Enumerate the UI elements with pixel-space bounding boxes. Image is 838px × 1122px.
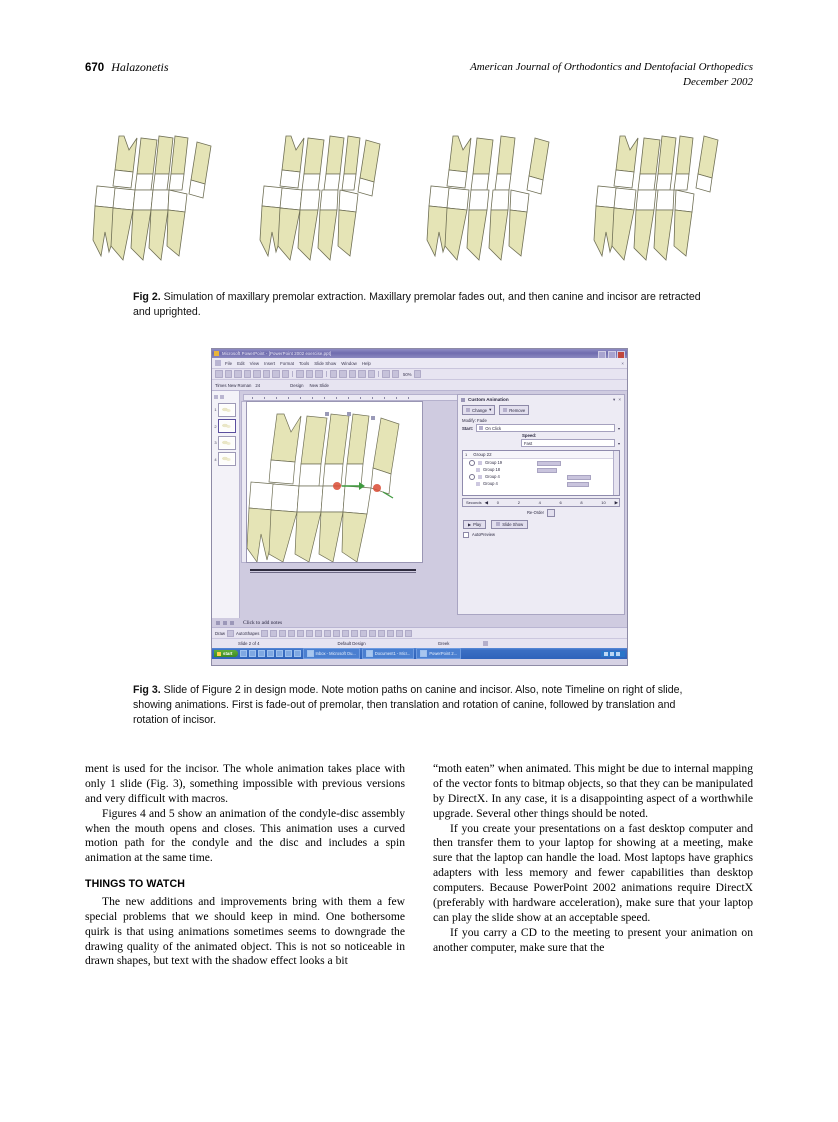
ppt-formatting-toolbar — [212, 380, 627, 391]
toolbar-separator — [326, 371, 327, 377]
autopreview-row[interactable] — [458, 529, 624, 538]
menu-slide-show[interactable]: Slide Show — [314, 360, 337, 366]
task-pane-close-icon[interactable]: × — [618, 396, 621, 402]
slides-tab-icon[interactable] — [220, 395, 224, 399]
start-chevron-down-icon[interactable]: ▾ — [617, 425, 620, 431]
start-button-label: start — [223, 651, 233, 656]
dash-style-icon[interactable] — [378, 630, 385, 637]
fill-color-icon[interactable] — [342, 630, 349, 637]
with-previous-icon — [469, 482, 473, 486]
speed-chevron-down-icon[interactable]: ▾ — [617, 440, 620, 446]
cut-icon[interactable] — [296, 370, 304, 378]
task-pane-chevron-down-icon[interactable]: ▾ — [613, 396, 616, 402]
speed-row — [458, 439, 624, 447]
figure-2-panel — [419, 128, 586, 276]
tray-network-icon[interactable] — [610, 652, 614, 656]
effect-type-icon — [478, 475, 482, 479]
task-pane-header — [458, 395, 624, 404]
menu-insert[interactable]: Insert — [264, 360, 276, 366]
slide-number: 4 — [214, 456, 217, 462]
remove-effect-button[interactable] — [499, 405, 529, 415]
body-text — [85, 762, 753, 1057]
click-trigger-icon — [469, 474, 475, 480]
slide-show-button[interactable] — [491, 520, 528, 529]
toolbar-separator — [292, 371, 293, 377]
slide-number: 1 — [214, 407, 217, 412]
picture-icon[interactable] — [333, 630, 340, 637]
with-previous-icon — [469, 468, 473, 472]
3d-style-icon[interactable] — [405, 630, 412, 637]
change-chevron-down-icon[interactable]: ▾ — [489, 407, 492, 412]
undo-icon[interactable] — [330, 370, 338, 378]
tray-volume-icon[interactable] — [604, 652, 608, 656]
paragraph: ment is used for the incisor. The whole animation takes place with only 1 slide (Fig. 3), something impossible with previous versions and very difficult with macros. — [85, 762, 405, 805]
menu-edit[interactable]: Edit — [237, 360, 245, 366]
design-button[interactable]: Design — [290, 382, 304, 388]
ppt-menu-bar — [212, 358, 627, 369]
effect-name: Group 18 — [483, 467, 501, 472]
start-value: On Click — [485, 425, 502, 431]
right-column — [433, 762, 753, 956]
menu-help[interactable]: Help — [361, 360, 371, 366]
left-column — [85, 762, 405, 969]
spelling-icon[interactable] — [282, 370, 290, 378]
effect-name: Group 4 — [485, 474, 500, 479]
slide-thumbnail-2[interactable] — [213, 419, 239, 433]
slide-thumb-image[interactable] — [218, 403, 236, 417]
remove-button-label: Remove — [509, 407, 526, 413]
font-size-combo[interactable]: 24 — [255, 382, 261, 388]
effect-type-icon — [478, 461, 482, 465]
menu-window[interactable]: Window — [341, 360, 357, 366]
modify-effect-label: Modify: Fade — [462, 418, 487, 423]
running-head-author: Halazonetis — [111, 60, 169, 74]
start-dropdown[interactable] — [476, 424, 615, 432]
copy-icon[interactable] — [306, 370, 314, 378]
slide-thumb-image[interactable] — [218, 436, 236, 450]
shadow-style-icon[interactable] — [396, 630, 403, 637]
rectangle-icon[interactable] — [279, 630, 286, 637]
speed-value: Fast — [524, 440, 533, 446]
timeline-ticks — [489, 500, 614, 505]
menu-tools[interactable]: Tools — [298, 360, 310, 366]
animation-effect-list[interactable] — [462, 450, 620, 496]
section-heading: THINGS TO WATCH — [85, 878, 185, 891]
quicklaunch-excel-icon[interactable] — [285, 650, 292, 657]
quicklaunch-desktop-icon[interactable] — [240, 650, 247, 657]
slide-thumbnail-3[interactable] — [213, 436, 239, 450]
task-pane-title: Custom Animation — [468, 397, 509, 402]
effect-name: Group 19 — [485, 460, 503, 465]
grayscale-icon[interactable] — [392, 370, 400, 378]
start-button[interactable] — [214, 650, 238, 657]
figure-2-caption-text: Simulation of maxillary premolar extraction. Maxillary premolar fades out, and then canine and incisor are retracted and uprighted. — [133, 291, 701, 319]
slide-thumbnail-pane — [212, 391, 240, 618]
notes-placeholder-row[interactable] — [212, 618, 627, 627]
figure-3-label: Fig 3. — [133, 684, 161, 696]
running-head — [85, 60, 753, 100]
quicklaunch-ie-icon[interactable] — [249, 650, 256, 657]
animation-list-row[interactable] — [463, 480, 619, 487]
menu-view[interactable]: View — [249, 360, 260, 366]
windows-taskbar — [212, 648, 627, 659]
autopreview-label: AutoPreview — [472, 532, 495, 537]
quicklaunch-media-icon[interactable] — [258, 650, 265, 657]
ppt-title-bar — [212, 349, 627, 358]
insert-table-icon[interactable] — [349, 370, 357, 378]
search-icon[interactable] — [253, 370, 261, 378]
running-head-left — [85, 60, 169, 75]
figure-3-powerpoint-screenshot — [211, 348, 628, 666]
animation-list-row[interactable] — [463, 466, 619, 473]
effect-name: Group 4 — [483, 481, 498, 486]
reorder-label: Re-Order — [526, 510, 545, 515]
tick: 2 — [517, 500, 520, 505]
slide-show-button-label: Slide Show — [502, 521, 524, 527]
play-button-label: Play — [473, 521, 482, 527]
font-name-combo[interactable]: Times New Roman — [215, 382, 252, 388]
figure-2-panel — [85, 128, 252, 276]
figure-3-caption — [133, 683, 708, 728]
thumbnail-pane-tabs — [212, 393, 239, 400]
print-icon[interactable] — [263, 370, 271, 378]
paragraph: The new additions and improvements bring with them a few special problems that we should keep in mind. One bothersome quirk is that using animations sometimes seems to downgrade the drawing quality of the animated object. This is not so noticeable in drawn shapes, but text with the shadow effect looks a bit — [85, 894, 405, 968]
custom-animation-task-pane — [457, 394, 625, 615]
new-icon[interactable] — [215, 370, 223, 378]
figure-2-caption — [133, 290, 708, 320]
animation-list-row[interactable] — [463, 473, 619, 480]
diagram-icon[interactable] — [315, 630, 322, 637]
effect-order: 1 — [465, 452, 468, 457]
line-color-icon[interactable] — [351, 630, 358, 637]
slide-number: 3 — [214, 440, 217, 445]
save-icon[interactable] — [234, 370, 242, 378]
wordart-icon[interactable] — [306, 630, 313, 637]
effect-type-icon — [476, 482, 480, 486]
powerpoint-icon — [420, 650, 427, 657]
taskbar-task-2[interactable] — [362, 648, 415, 659]
paragraph: If you carry a CD to the meeting to present your animation on another computer, make sure that the — [433, 925, 753, 954]
taskbar-task-label: Document1 - Micr... — [374, 651, 411, 656]
paste-icon[interactable] — [315, 370, 323, 378]
insert-chart-icon[interactable] — [358, 370, 366, 378]
outlook-icon — [307, 650, 314, 657]
document-close-icon[interactable]: × — [621, 360, 624, 366]
star-icon — [466, 408, 470, 412]
textbox-icon[interactable] — [297, 630, 304, 637]
powerpoint-app-icon — [214, 351, 219, 356]
preview-buttons — [458, 517, 624, 529]
view-slideshow-icon[interactable] — [230, 621, 234, 625]
help-icon[interactable] — [414, 370, 422, 378]
paragraph: “moth eaten” when animated. This might be due to internal mapping of the vector fonts to bitmap objects, so that they can be manipulated by DirectX. In any case, it is a disappointing aspect of a worthwhile upgrade. Several other things should be noted. — [433, 762, 753, 820]
redo-icon[interactable] — [339, 370, 347, 378]
reorder-up-down-icon[interactable] — [547, 509, 555, 517]
menu-format[interactable]: Format — [280, 360, 294, 366]
change-button-label: Change — [472, 407, 488, 413]
figure-2-label: Fig 2. — [133, 291, 161, 303]
new-slide-button[interactable]: New Slide — [309, 382, 329, 388]
autoshapes-menu-button[interactable]: AutoShapes — [236, 630, 260, 636]
figure-2-image — [85, 128, 753, 276]
ppt-workspace — [212, 391, 627, 618]
toolbar-separator — [378, 371, 379, 377]
view-normal-icon[interactable] — [216, 621, 220, 625]
tick: 0 — [496, 500, 500, 505]
ppt-standard-toolbar — [212, 369, 627, 380]
paragraph: Figures 4 and 5 show an animation of the condyle-disc assembly when the mouth opens and closes. This animation uses a curved motion path for the condyle and the disc and includes a spin animation at the same time. — [85, 806, 405, 865]
arrow-style-icon[interactable] — [387, 630, 394, 637]
clipart-icon[interactable] — [324, 630, 331, 637]
animation-list-row[interactable] — [463, 459, 619, 466]
click-trigger-icon — [469, 460, 475, 466]
taskbar-task-1[interactable] — [303, 648, 360, 659]
reorder-controls — [458, 509, 624, 517]
running-head-right — [470, 60, 753, 90]
open-icon[interactable] — [225, 370, 233, 378]
remove-icon — [503, 408, 507, 412]
slide-number: 2 — [214, 423, 217, 429]
taskbar-task-label: Inbox - Microsoft Ou... — [315, 651, 356, 656]
design-template-name: Default Design — [337, 641, 366, 646]
ppt-drawing-toolbar — [212, 627, 627, 638]
effect-name: Group 22 — [473, 452, 492, 457]
select-arrow-icon[interactable] — [227, 630, 234, 637]
taskbar-task-3[interactable] — [416, 648, 461, 659]
menu-file[interactable]: File — [225, 360, 233, 366]
tick: 4 — [538, 500, 541, 505]
tray-antivirus-icon[interactable] — [616, 652, 620, 656]
language-indicator: Greek — [437, 641, 450, 646]
tick: 6 — [559, 500, 562, 505]
effect-type-icon — [476, 468, 480, 472]
ppt-window-title: Microsoft PowerPoint - [PowerPoint 2002 exercise.ppt] — [222, 351, 332, 356]
start-label: Start: — [462, 425, 474, 431]
play-icon: ▶ — [468, 521, 472, 527]
speed-label: Speed: — [522, 433, 537, 438]
oval-icon[interactable] — [288, 630, 295, 637]
zoom-level[interactable]: 50% — [403, 371, 412, 377]
mail-icon[interactable] — [244, 370, 252, 378]
arrow-icon[interactable] — [270, 630, 277, 637]
figure-2-panel — [586, 128, 753, 276]
timeline-left-arrow-icon[interactable]: ◀ — [484, 499, 488, 505]
play-button[interactable] — [463, 520, 486, 529]
slide-show-icon — [496, 522, 500, 526]
timeline-seconds-bar[interactable] — [462, 498, 620, 507]
slide-thumbnail-4[interactable] — [213, 452, 239, 466]
line-style-icon[interactable] — [369, 630, 376, 637]
on-click-icon — [479, 426, 483, 430]
outline-tab-icon[interactable] — [214, 395, 218, 399]
spell-status-icon — [483, 641, 488, 646]
task-pane-action-buttons — [458, 404, 624, 417]
taskbar-task-label: PowerPoint 2... — [429, 651, 458, 656]
slide-thumbnail-1[interactable] — [213, 403, 239, 417]
quicklaunch-outlook-icon[interactable] — [267, 650, 274, 657]
page-folio: 670 — [85, 62, 105, 74]
tick: 8 — [580, 500, 583, 505]
slide-canvas[interactable] — [246, 401, 423, 563]
autopreview-checkbox[interactable] — [463, 532, 469, 538]
view-sorter-icon[interactable] — [223, 621, 227, 625]
change-effect-button[interactable] — [462, 405, 495, 415]
print-preview-icon[interactable] — [272, 370, 280, 378]
issue-date: December 2002 — [683, 75, 753, 88]
word-icon — [366, 650, 373, 657]
show-formatting-icon[interactable] — [382, 370, 390, 378]
timeline-right-arrow-icon[interactable]: ▶ — [614, 499, 618, 505]
figure-3-caption-text: Slide of Figure 2 in design mode. Note motion paths on canine and incisor. Also, note Timeline on right of slide, showing animations. First is fade-out of premolar, then translation and rotation of canine, followed by translation and rotation of incisor. — [133, 684, 683, 727]
start-row — [458, 424, 624, 432]
speed-group — [518, 432, 624, 439]
back-arrow-icon[interactable] — [461, 398, 465, 402]
font-color-icon[interactable] — [360, 630, 367, 637]
notes-pane-divider — [246, 567, 421, 585]
draw-menu-button[interactable]: Draw — [215, 630, 226, 636]
paragraph: If you create your presentations on a fast desktop computer and then transfer them to your laptop for showing at a meeting, make sure that the laptop can handle the load. Most laptops have graphics adapters with less memory and fewer capabilities than desktop computers. Because PowerPoint 2002 animations require DirectX (preferably with hardware acceleration), make sure that your laptop can play the slide show at an acceptable speed. — [433, 821, 753, 924]
seconds-label: Seconds — [466, 500, 482, 505]
animation-list-row[interactable] — [463, 451, 619, 459]
journal-title: American Journal of Orthodontics and Dentofacial Orthopedics — [470, 61, 753, 73]
notes-placeholder-text: Click to add notes — [243, 619, 283, 626]
document-icon — [215, 360, 221, 366]
quicklaunch-powerpoint-icon[interactable] — [294, 650, 301, 657]
system-tray — [601, 651, 625, 657]
slide-thumb-image[interactable] — [218, 419, 236, 433]
ppt-status-bar — [212, 638, 627, 648]
tick: 10 — [601, 500, 606, 505]
quicklaunch-word-icon[interactable] — [276, 650, 283, 657]
windows-flag-icon — [217, 652, 221, 656]
speed-dropdown[interactable] — [521, 439, 615, 447]
hyperlink-icon[interactable] — [368, 370, 376, 378]
slide-counter: Slide 2 of 4 — [238, 641, 260, 646]
line-icon[interactable] — [261, 630, 268, 637]
figure-2-panel — [252, 128, 419, 276]
slide-thumb-image[interactable] — [218, 452, 236, 466]
